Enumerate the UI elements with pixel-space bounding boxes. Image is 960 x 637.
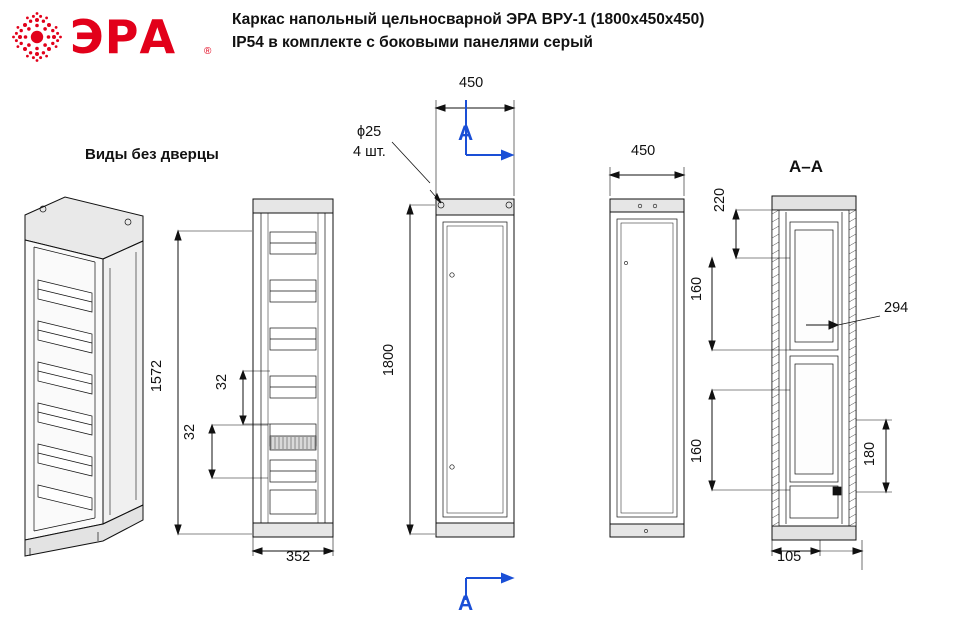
dim-label-160-bottom: 160	[689, 438, 706, 464]
view-front	[430, 190, 514, 537]
views-caption: Виды без дверцы	[85, 146, 219, 163]
section-label-top: А	[458, 122, 474, 145]
view-side-open	[253, 199, 333, 537]
dim-label-220: 220	[712, 187, 729, 213]
view-section-aa	[772, 196, 856, 540]
brand-registered: ®	[204, 46, 212, 57]
dim-label-180: 180	[862, 441, 879, 467]
dim-label-32-b: 32	[214, 373, 231, 391]
view-side-panel	[610, 199, 684, 537]
dim-label-1800: 1800	[381, 343, 398, 377]
leader-phi25	[392, 142, 430, 183]
dim-label-450-top: 450	[459, 75, 484, 91]
dim-label-32-a: 32	[182, 423, 199, 441]
dim-label-105: 105	[777, 549, 802, 565]
brand-name: ЭРА	[70, 10, 177, 64]
dim-1800	[407, 205, 435, 534]
title-line-2: IP54 в комплекте с боковыми панелями серый	[232, 34, 593, 51]
dim-label-450-side: 450	[631, 143, 656, 159]
label-hole-diameter: ϕ25	[357, 124, 382, 140]
dim-label-352: 352	[286, 549, 311, 565]
dim-label-160-top: 160	[689, 276, 706, 302]
dim-label-1572: 1572	[149, 359, 166, 393]
dim-label-294: 294	[884, 300, 909, 316]
section-view-title: А–А	[789, 157, 824, 176]
view-isometric	[25, 197, 143, 556]
section-label-bottom: А	[458, 592, 474, 615]
dim-450-side	[610, 167, 684, 196]
dim-450-top	[436, 100, 514, 196]
title-line-1: Каркас напольный цельносварной ЭРА ВРУ-1 (1800х450х450)	[232, 11, 705, 28]
label-hole-count: 4 шт.	[353, 144, 386, 160]
